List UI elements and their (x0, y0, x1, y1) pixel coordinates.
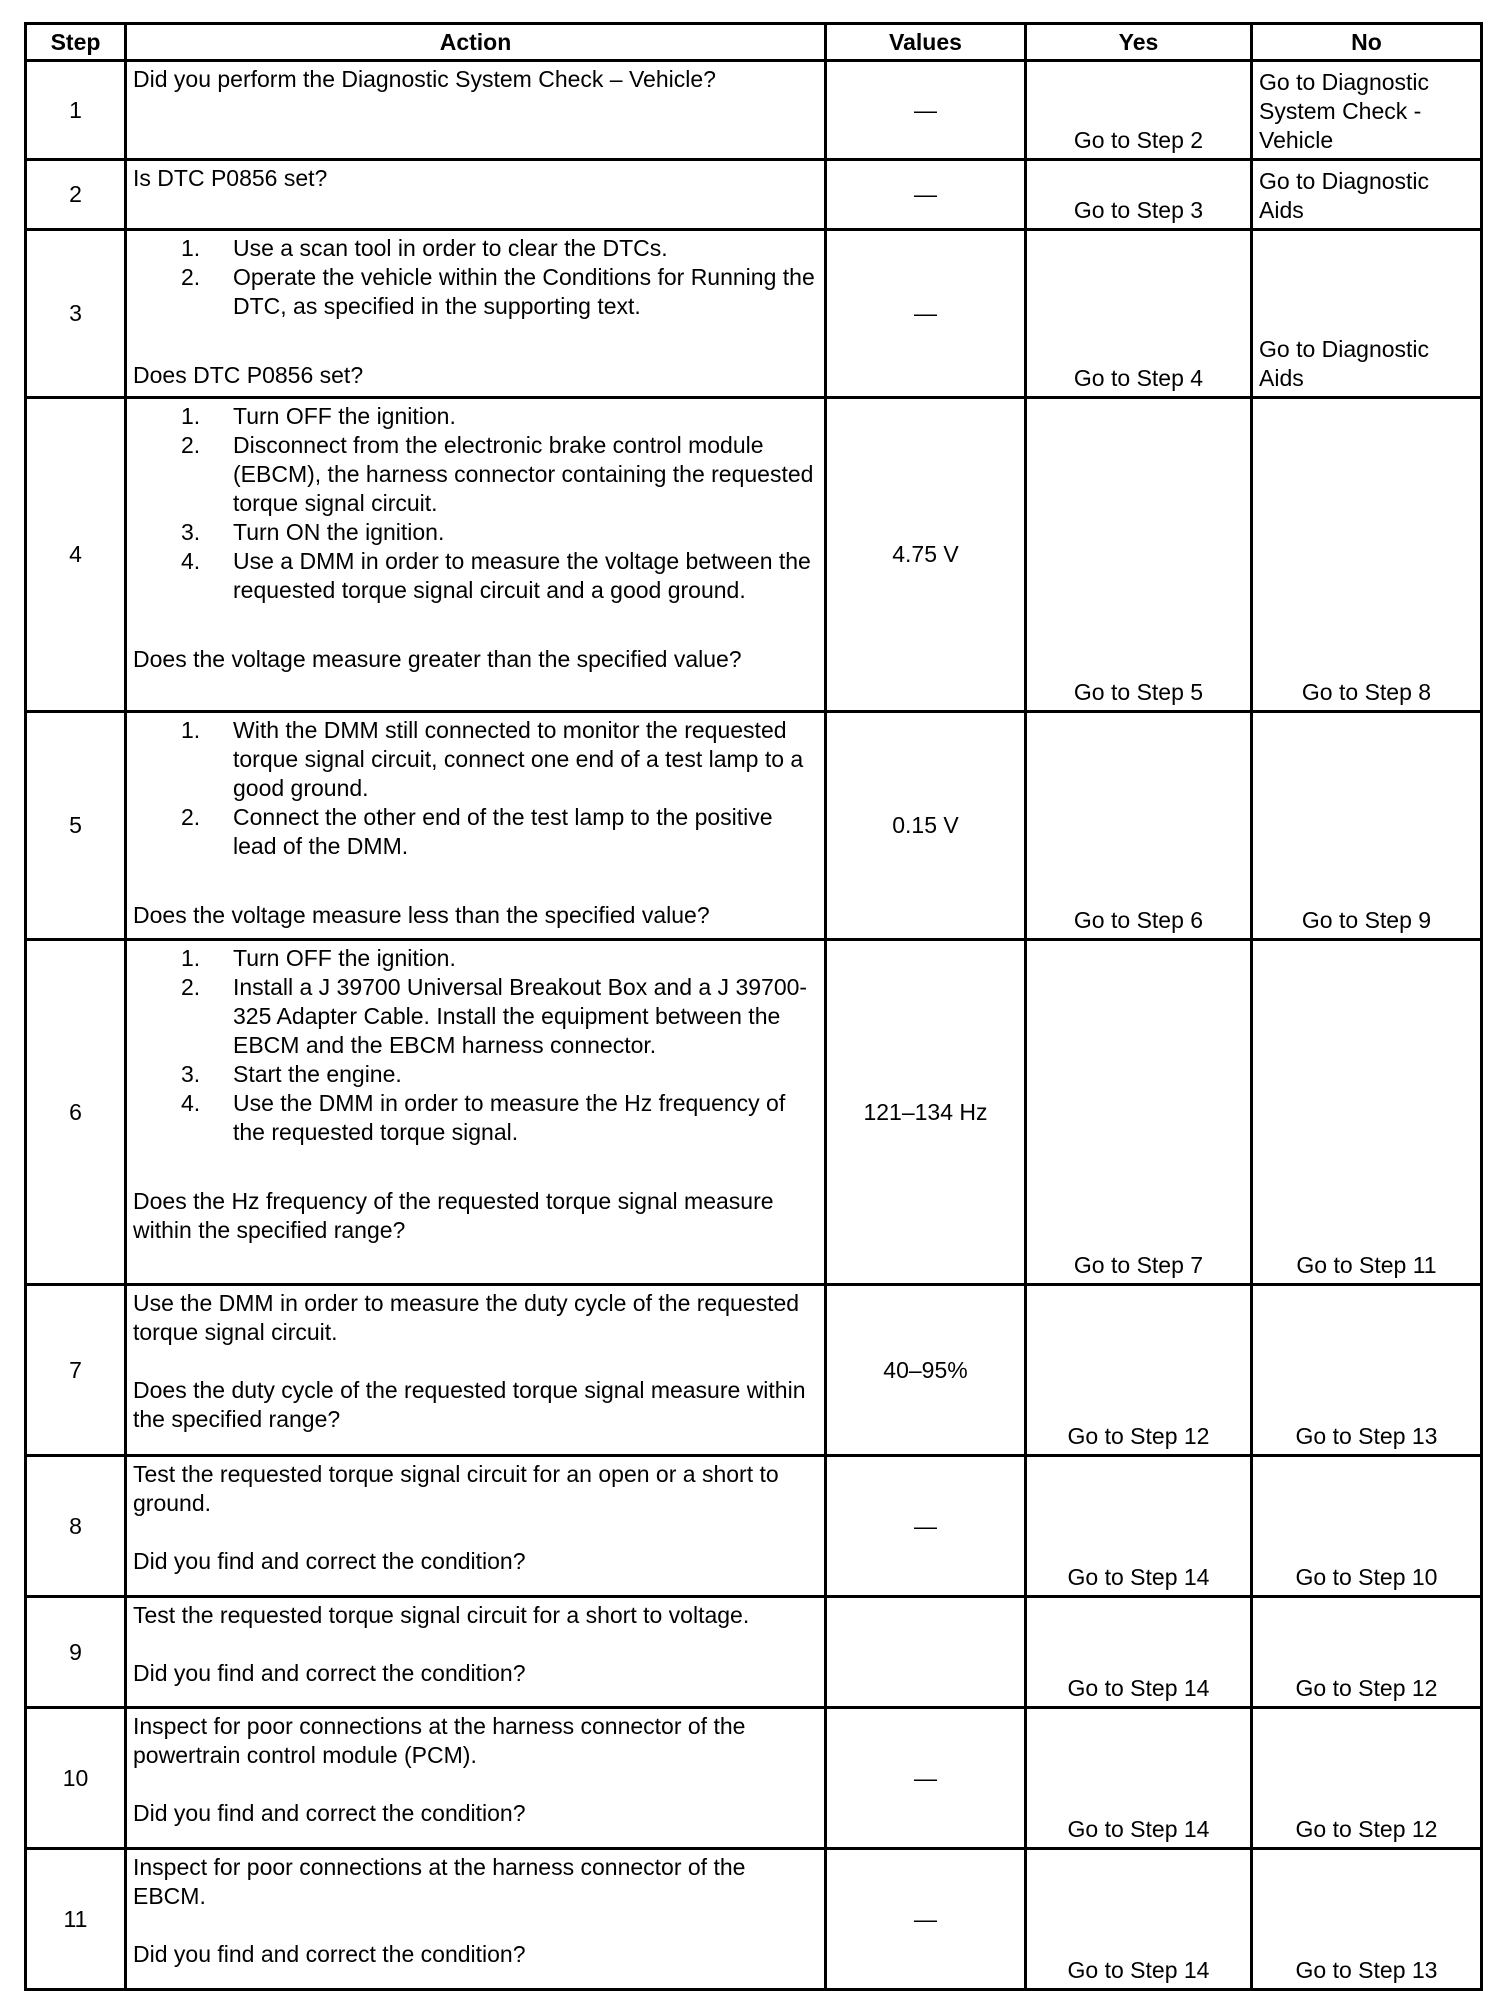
yes-action: Go to Step 14 (1026, 1708, 1252, 1849)
step-number: 5 (26, 712, 126, 940)
no-action: Go to Step 12 (1252, 1708, 1482, 1849)
action-question: Does the voltage measure greater than the specified value? (133, 646, 742, 672)
action-step-item: 1. Turn OFF the ignition. (181, 945, 456, 971)
value-cell: — (826, 160, 1026, 230)
action-step-text: Disconnect from the electronic brake control module (EBCM), the harness connector containing the requested torque signal circuit. (233, 432, 814, 516)
action-step-text: With the DMM still connected to monitor the requested torque signal circuit, connect one end of a test lamp to a good ground. (233, 717, 804, 801)
no-action: Go to Step 11 (1252, 940, 1482, 1285)
action-question: Did you find and correct the condition? (133, 1941, 526, 1967)
value-cell: — (826, 61, 1026, 160)
action-question: Does DTC P0856 set? (133, 362, 364, 388)
no-action: Go to Step 13 (1252, 1285, 1482, 1456)
action-step-text: Turn OFF the ignition. (233, 403, 456, 429)
table-row (26, 1597, 1482, 1708)
action-step-text: Turn ON the ignition. (233, 519, 445, 545)
table-row (26, 61, 1482, 160)
no-action: Go to Diagnostic Aids (1252, 230, 1482, 398)
action-cell (126, 1597, 826, 1708)
action-cell (126, 398, 826, 712)
yes-action: Go to Step 4 (1026, 230, 1252, 398)
no-action: Go to Step 13 (1252, 1849, 1482, 1990)
yes-action: Go to Step 12 (1026, 1285, 1252, 1456)
action-question: Does the Hz frequency of the requested torque signal measure within the specified range? (133, 1188, 774, 1243)
action-cell (126, 1849, 826, 1990)
value-cell: — (826, 1849, 1026, 1990)
action-text: Test the requested torque signal circuit for an open or a short to ground. (133, 1461, 779, 1516)
action-step-text: Start the engine. (233, 1061, 402, 1087)
step-number: 10 (26, 1708, 126, 1849)
action-text: Did you perform the Diagnostic System Check – Vehicle? (133, 66, 716, 92)
table-row (26, 1285, 1482, 1456)
table-row (26, 398, 1482, 712)
header-no: No (1252, 24, 1482, 61)
value-cell: — (826, 1708, 1026, 1849)
value-cell: 0.15 V (826, 712, 1026, 940)
action-question: Did you find and correct the condition? (133, 1548, 526, 1574)
header-yes: Yes (1026, 24, 1252, 61)
action-step-text: Operate the vehicle within the Conditions for Running the DTC, as specified in the supporting text. (233, 264, 815, 319)
action-step-item: 2. Connect the other end of the test lamp to the positive lead of the DMM. (181, 804, 773, 859)
action-step-item: 1. With the DMM still connected to monitor the requested torque signal circuit, connect one end of a test lamp to a good ground. (181, 717, 804, 801)
action-step-item: 2. Operate the vehicle within the Conditions for Running the DTC, as specified in the supporting text. (181, 264, 815, 319)
diagnostic-table (24, 22, 1483, 1991)
no-action: Go to Diagnostic System Check - Vehicle (1252, 61, 1482, 160)
yes-action: Go to Step 5 (1026, 398, 1252, 712)
yes-action: Go to Step 14 (1026, 1597, 1252, 1708)
action-question: Did you find and correct the condition? (133, 1800, 526, 1826)
action-question: Does the voltage measure less than the specified value? (133, 902, 710, 928)
table-row (26, 1708, 1482, 1849)
header-action: Action (126, 24, 826, 61)
action-step-item: 3. Start the engine. (181, 1061, 402, 1087)
yes-action: Go to Step 2 (1026, 61, 1252, 160)
action-step-text: Connect the other end of the test lamp to the positive lead of the DMM. (233, 804, 773, 859)
action-step-item: 2. Install a J 39700 Universal Breakout Box and a J 39700-325 Adapter Cable. Install the equipment between the EBCM and the EBCM harness connector. (181, 974, 808, 1058)
step-number: 6 (26, 940, 126, 1285)
yes-action: Go to Step 6 (1026, 712, 1252, 940)
action-step-text: Use the DMM in order to measure the Hz frequency of the requested torque signal. (233, 1090, 786, 1145)
table-row (26, 230, 1482, 398)
table-row (26, 940, 1482, 1285)
step-number: 11 (26, 1849, 126, 1990)
action-cell (126, 160, 826, 230)
action-question: Does the duty cycle of the requested torque signal measure within the specified range? (133, 1377, 806, 1432)
step-number: 8 (26, 1456, 126, 1597)
step-number: 9 (26, 1597, 126, 1708)
action-text: Inspect for poor connections at the harness connector of the powertrain control module (PCM). (133, 1713, 746, 1768)
step-number: 3 (26, 230, 126, 398)
value-cell: 40–95% (826, 1285, 1026, 1456)
action-cell (126, 230, 826, 398)
action-text: Test the requested torque signal circuit for a short to voltage. (133, 1602, 750, 1628)
no-action: Go to Step 8 (1252, 398, 1482, 712)
value-cell (826, 1597, 1026, 1708)
action-steps-list (133, 944, 818, 1147)
no-action: Go to Step 10 (1252, 1456, 1482, 1597)
value-cell: 121–134 Hz (826, 940, 1026, 1285)
action-steps-list (133, 234, 818, 321)
step-number: 2 (26, 160, 126, 230)
header-row (26, 24, 1482, 61)
action-cell (126, 1285, 826, 1456)
table-row (26, 712, 1482, 940)
action-step-text: Install a J 39700 Universal Breakout Box and a J 39700-325 Adapter Cable. Install the equipment between the EBCM and the EBCM harness connector. (233, 974, 808, 1058)
value-cell: — (826, 1456, 1026, 1597)
step-number: 1 (26, 61, 126, 160)
action-steps-list (133, 716, 818, 861)
action-step-item: 1. Turn OFF the ignition. (181, 403, 456, 429)
action-cell (126, 712, 826, 940)
step-number: 7 (26, 1285, 126, 1456)
action-step-item: 1. Use a scan tool in order to clear the DTCs. (181, 235, 668, 261)
action-step-item: 4. Use a DMM in order to measure the voltage between the requested torque signal circuit and a good ground. (181, 548, 811, 603)
table-row (26, 1849, 1482, 1990)
yes-action: Go to Step 14 (1026, 1456, 1252, 1597)
yes-action: Go to Step 3 (1026, 160, 1252, 230)
header-step: Step (26, 24, 126, 61)
step-number: 4 (26, 398, 126, 712)
action-step-item: 4. Use the DMM in order to measure the Hz frequency of the requested torque signal. (181, 1090, 786, 1145)
no-action: Go to Diagnostic Aids (1252, 160, 1482, 230)
action-cell (126, 61, 826, 160)
action-step-text: Use a DMM in order to measure the voltage between the requested torque signal circuit and a good ground. (233, 548, 811, 603)
action-step-item: 2. Disconnect from the electronic brake control module (EBCM), the harness connector containing the requested torque signal circuit. (181, 432, 814, 516)
table-row (26, 1456, 1482, 1597)
action-cell (126, 940, 826, 1285)
no-action: Go to Step 9 (1252, 712, 1482, 940)
action-steps-list (133, 402, 818, 605)
action-cell (126, 1456, 826, 1597)
table-row (26, 160, 1482, 230)
action-question: Did you find and correct the condition? (133, 1660, 526, 1686)
action-step-text: Turn OFF the ignition. (233, 945, 456, 971)
action-step-text: Use a scan tool in order to clear the DTCs. (233, 235, 668, 261)
value-cell: 4.75 V (826, 398, 1026, 712)
action-step-item: 3. Turn ON the ignition. (181, 519, 445, 545)
header-values: Values (826, 24, 1026, 61)
action-text: Inspect for poor connections at the harness connector of the EBCM. (133, 1854, 746, 1909)
no-action: Go to Step 12 (1252, 1597, 1482, 1708)
yes-action: Go to Step 7 (1026, 940, 1252, 1285)
value-cell: — (826, 230, 1026, 398)
yes-action: Go to Step 14 (1026, 1849, 1252, 1990)
action-text: Use the DMM in order to measure the duty cycle of the requested torque signal circuit. (133, 1290, 800, 1345)
action-cell (126, 1708, 826, 1849)
action-text: Is DTC P0856 set? (133, 165, 328, 191)
